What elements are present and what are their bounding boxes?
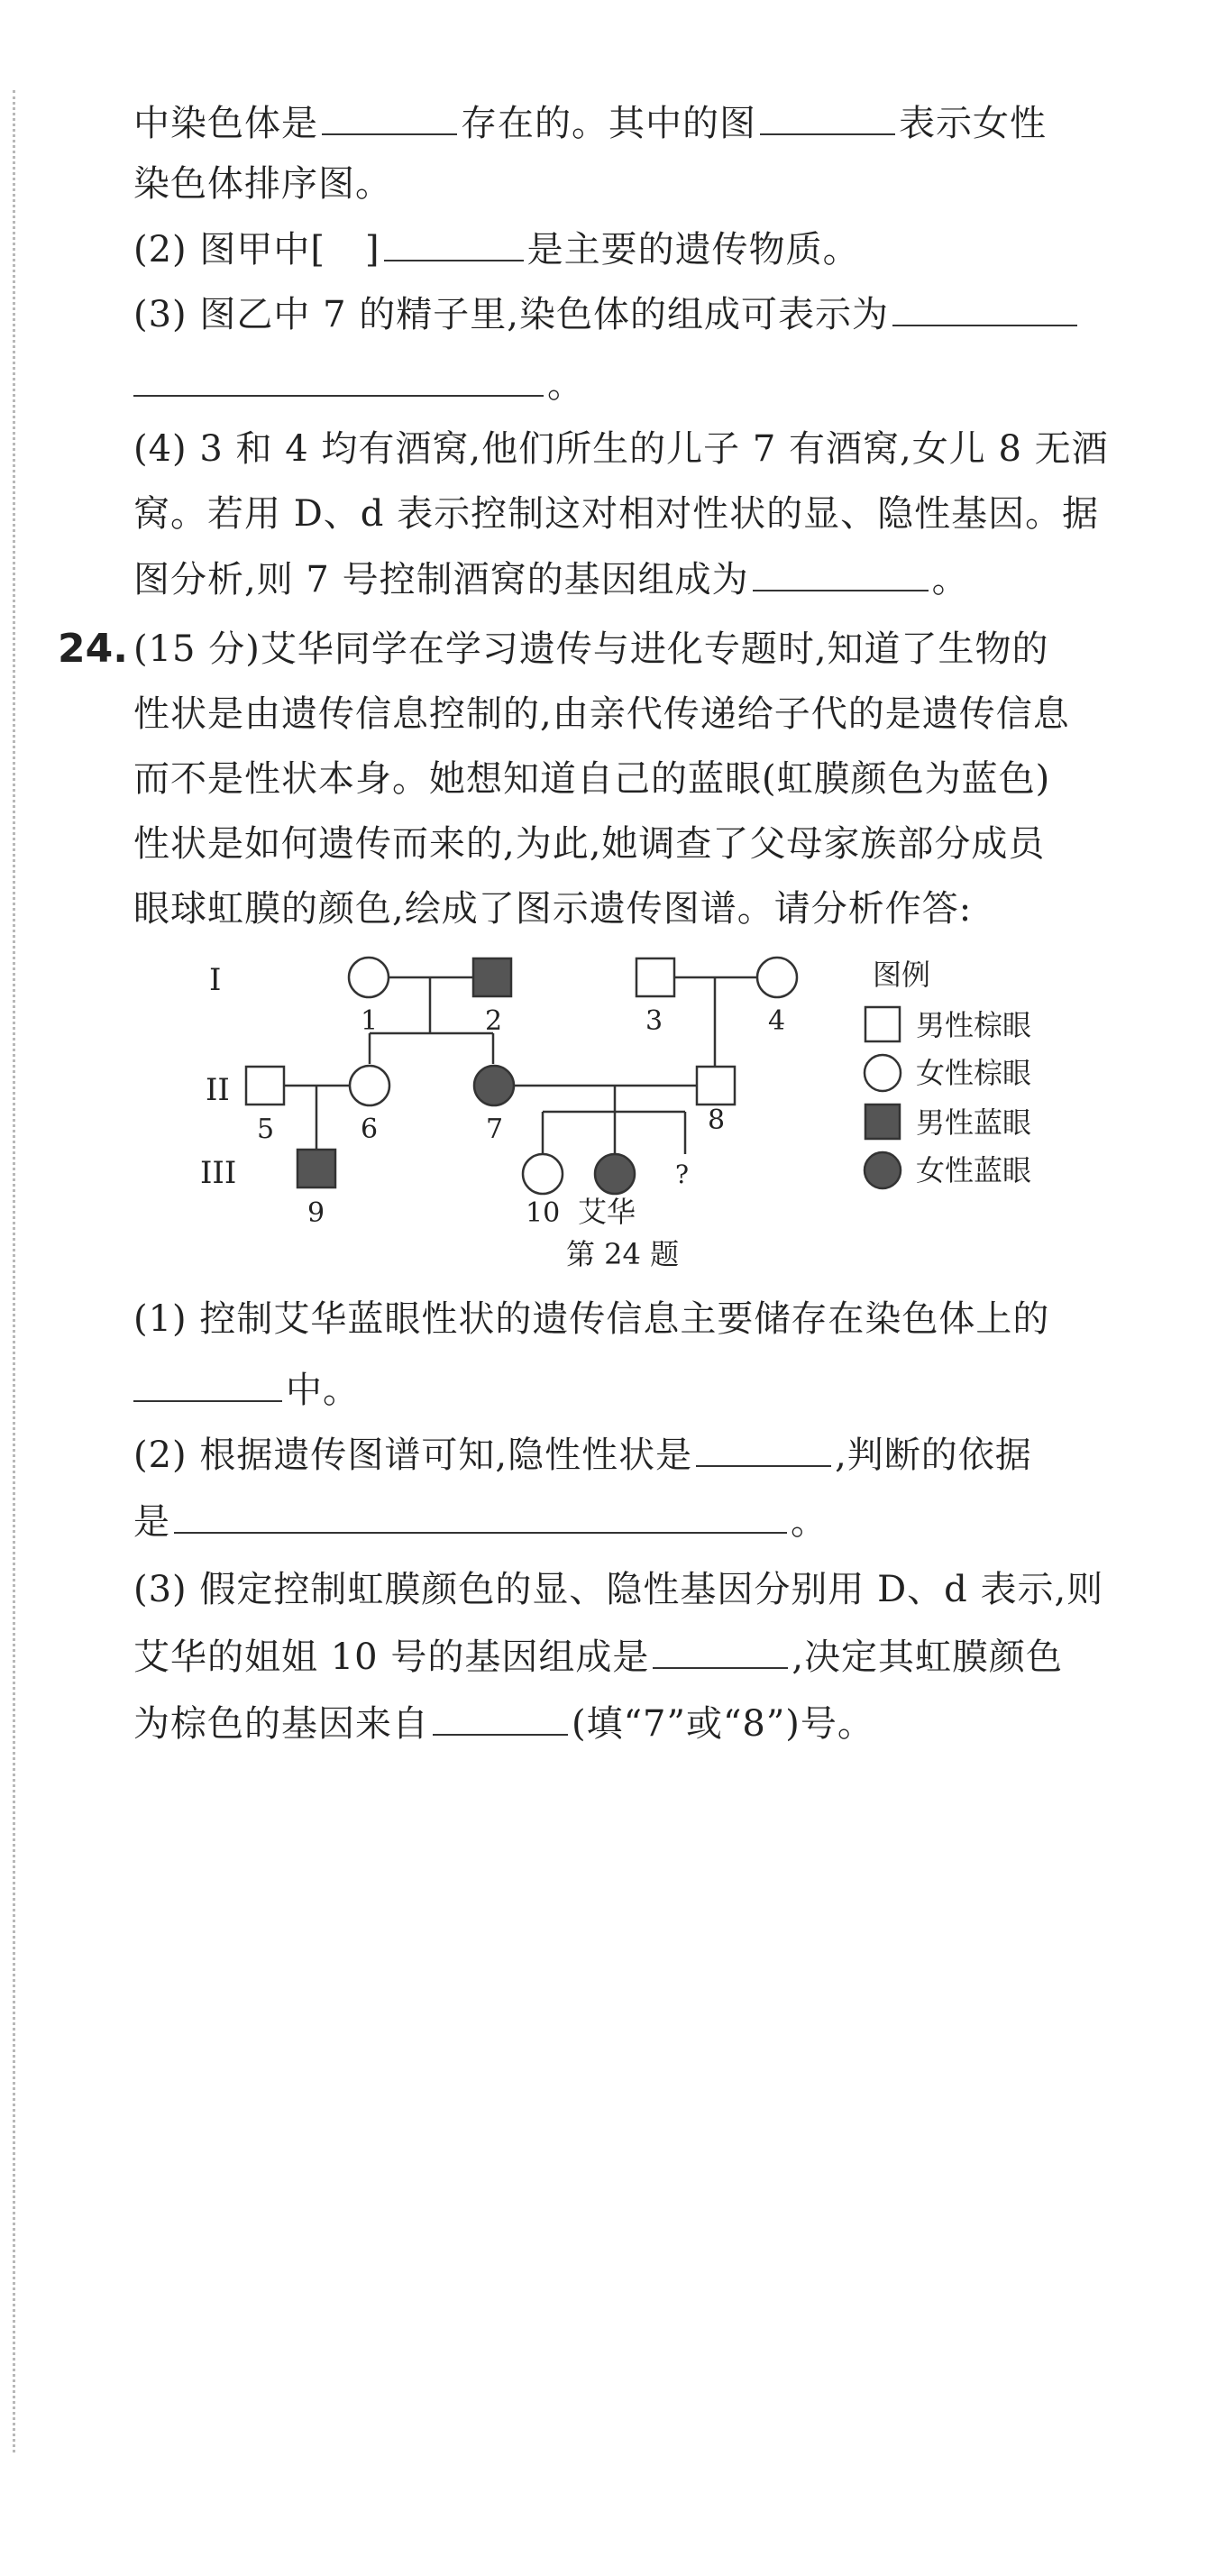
answer-blank[interactable] [174, 1496, 787, 1534]
prev-q4-line-1: (4) 3 和 4 均有酒窝,他们所生的儿子 7 有酒窝,女儿 8 无酒 [133, 428, 1109, 470]
aihua-label: 艾华 [578, 1195, 636, 1229]
text: 艾华的姐姐 10 号的基因组成是 [133, 1636, 650, 1678]
q24-line-4: 性状是如何遗传而来的,为此,她调查了父母家族部分成员 [133, 823, 1046, 865]
sub3-line-3 [133, 1698, 874, 1749]
q24-line-2: 性状是由遗传信息控制的,由亲代传递给子代的是遗传信息 [133, 693, 1070, 735]
text: 表示女性 [899, 103, 1047, 144]
sub2-line-1 [133, 1429, 1032, 1481]
member-aihua-female-blue [595, 1154, 635, 1194]
text: 。 [791, 1501, 828, 1543]
member-number: 5 [257, 1114, 275, 1145]
member-7-female-blue [474, 1066, 514, 1105]
legend-male-blue-symbol [865, 1105, 900, 1139]
legend-male-blue-label: 男性蓝眼 [916, 1105, 1032, 1140]
text: 。 [931, 559, 969, 600]
text: (2) 图甲中[ [133, 229, 325, 270]
answer-blank[interactable] [433, 1698, 568, 1736]
generation-label-I: I [209, 962, 222, 998]
generation-label-III: III [200, 1155, 237, 1191]
legend-female-brown-label: 女性棕眼 [916, 1056, 1032, 1090]
sub1-line-2 [133, 1364, 360, 1416]
text: 存在的。其中的图 [461, 103, 756, 144]
text: 图分析,则 7 号控制酒窝的基因组成为 [133, 559, 749, 600]
member-5-male-brown [246, 1067, 284, 1105]
member-6-female-brown [350, 1066, 389, 1105]
text: ] [364, 229, 380, 270]
sub1-line-1: (1) 控制艾华蓝眼性状的遗传信息主要储存在染色体上的 [133, 1298, 1050, 1340]
member-number: 9 [307, 1197, 325, 1229]
text: 中。 [286, 1370, 360, 1411]
member-number: 8 [708, 1105, 726, 1136]
question-number: 24. [58, 626, 128, 672]
figure-caption: 第 24 题 [566, 1237, 680, 1271]
member-8-male-brown [697, 1067, 735, 1105]
legend-female-brown-symbol [865, 1055, 901, 1091]
text: 为棕色的基因来自 [133, 1703, 429, 1745]
sub2-line-2 [133, 1496, 828, 1547]
pedigree-lines [284, 977, 757, 1154]
legend-male-brown-label: 男性棕眼 [916, 1008, 1032, 1042]
text: 。 [547, 364, 584, 406]
text: (2) 根据遗传图谱可知,隐性性状是 [133, 1435, 693, 1476]
text: 是 [133, 1501, 170, 1543]
prev-line-2: 染色体排序图。 [133, 163, 392, 205]
legend-female-blue-label: 女性蓝眼 [916, 1153, 1032, 1187]
answer-blank[interactable] [653, 1631, 788, 1669]
sub3-line-1: (3) 假定控制虹膜颜色的显、隐性基因分别用 D、d 表示,则 [133, 1569, 1104, 1610]
member-number: 4 [768, 1005, 786, 1037]
text: 中染色体是 [133, 103, 318, 144]
member-1-female-brown [349, 958, 389, 997]
text: (3) 图乙中 7 的精子里,染色体的组成可表示为 [133, 294, 889, 335]
member-number: 3 [645, 1005, 663, 1037]
prev-q4-line-2: 窝。若用 D、d 表示控制这对相对性状的显、隐性基因。据 [133, 493, 1100, 535]
q24-line-3: 而不是性状本身。她想知道自己的蓝眼(虹膜颜色为蓝色) [133, 758, 1051, 800]
q24-line-5: 眼球虹膜的颜色,绘成了图示遗传图谱。请分析作答: [133, 888, 973, 930]
sub3-line-2 [133, 1631, 1063, 1682]
legend-male-brown-symbol [865, 1007, 900, 1041]
member-4-female-brown [757, 958, 797, 997]
answer-blank[interactable] [133, 1364, 282, 1402]
text: 是主要的遗传物质。 [526, 229, 860, 270]
member-number: 1 [361, 1005, 379, 1037]
member-10-female-brown [523, 1154, 563, 1194]
legend-female-blue-symbol [865, 1152, 901, 1188]
member-9-male-blue [297, 1150, 335, 1187]
legend-title: 图例 [873, 958, 931, 992]
member-number: 2 [485, 1005, 503, 1037]
text: ,判断的依据 [835, 1435, 1032, 1476]
text: (填“7”或“8”)号。 [572, 1703, 874, 1745]
generation-label-II: II [206, 1072, 230, 1108]
text: ,决定其虹膜颜色 [792, 1636, 1064, 1678]
answer-blank[interactable] [696, 1429, 831, 1467]
member-3-male-brown [636, 958, 674, 996]
q24-line-1: (15 分)艾华同学在学习遗传与进化专题时,知道了生物的 [133, 628, 1049, 670]
member-number: 7 [486, 1114, 504, 1145]
member-number: 6 [361, 1114, 379, 1145]
member-2-male-blue [473, 958, 511, 996]
member-number: 10 [526, 1197, 561, 1229]
unknown-child-mark: ? [675, 1160, 690, 1189]
